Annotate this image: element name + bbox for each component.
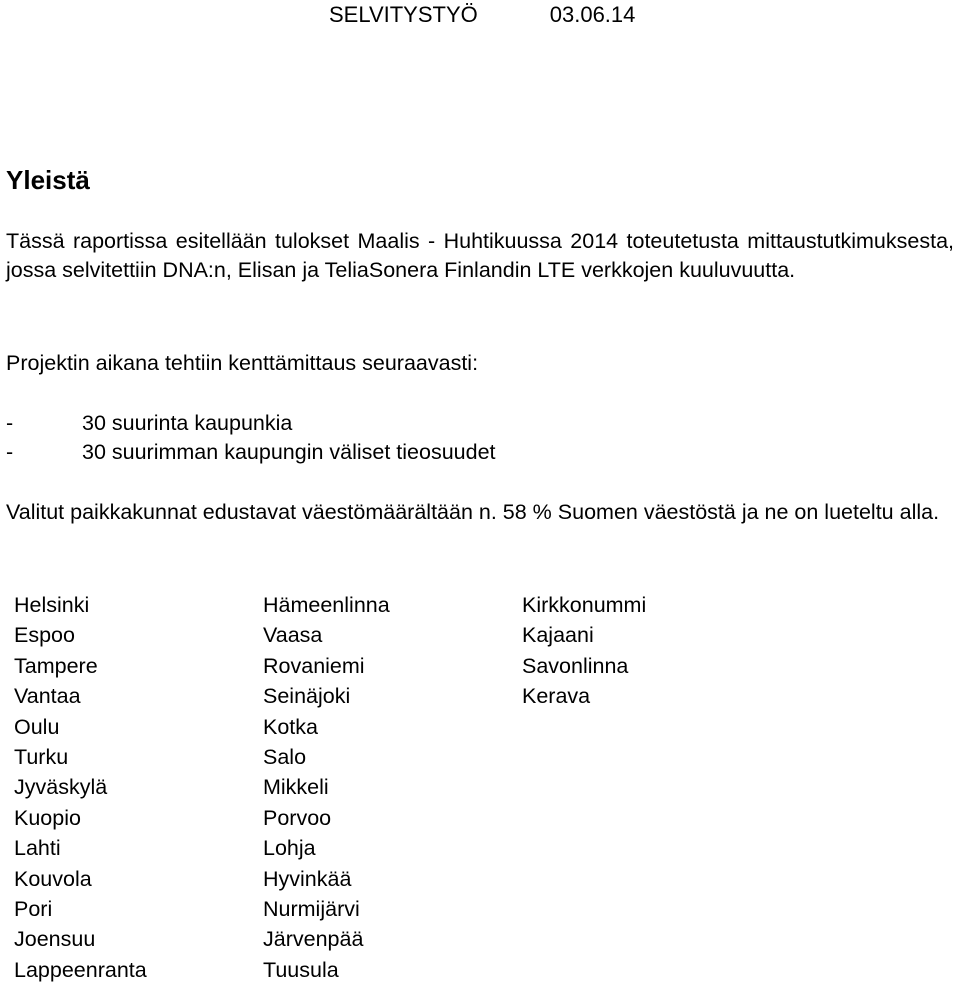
city-list-item: Vantaa (14, 684, 81, 709)
city-list-item: Nurmijärvi (263, 896, 360, 921)
city-list-item: Hämeenlinna (263, 593, 390, 617)
city-column-1 (14, 590, 147, 985)
city-list-item: Rovaniemi (263, 653, 365, 678)
list-dash: - (6, 440, 14, 464)
list-item-text: 30 suurinta kaupunkia (82, 411, 293, 435)
header-date: 03.06.14 (549, 2, 636, 27)
measurement-intro-paragraph: Projektin aikana tehtiin kenttämittaus seuraavasti: (6, 351, 479, 375)
city-list-item: Salo (263, 744, 307, 769)
city-list-item: Kerava (522, 684, 591, 709)
city-list-item: Lahti (14, 836, 61, 861)
city-list-item: Järvenpää (263, 927, 364, 952)
city-list-item: Mikkeli (263, 775, 329, 800)
city-list-item: Turku (14, 744, 69, 769)
city-list-item: Jyväskylä (14, 775, 108, 800)
city-list-item: Hyvinkää (263, 866, 352, 891)
list-dash: - (6, 411, 14, 435)
city-list-item: Seinäjoki (263, 684, 351, 709)
city-list-item: Porvoo (263, 805, 332, 830)
city-list-item: Lohja (263, 836, 316, 861)
page-header (329, 2, 635, 28)
city-list-item: Tampere (14, 653, 98, 678)
city-list-item: Pori (14, 896, 53, 921)
intro-paragraph: Tässä raportissa esitellään tulokset Maalis - Huhtikuussa 2014 toteutetusta mittaustutkimuksesta, jossa selvitettiin DNA:n, Elisan ja TeliaSonera Finlandin LTE verkkojen kuuluvuutta. (6, 229, 954, 282)
city-list-item: Kouvola (14, 866, 92, 891)
measurement-list-item (6, 438, 496, 467)
section-heading: Yleistä (6, 165, 90, 195)
list-item-text: 30 suurimman kaupungin väliset tieosuudet (82, 440, 496, 464)
city-column-3 (522, 590, 646, 712)
city-list-item: Kajaani (522, 623, 594, 648)
measurement-list (6, 409, 496, 467)
city-list-item: Kirkkonummi (522, 593, 647, 617)
city-list-item: Kuopio (14, 805, 81, 830)
city-list-item: Joensuu (14, 927, 96, 952)
measurement-list-item (6, 409, 496, 438)
city-list-item: Espoo (14, 623, 75, 648)
population-paragraph: Valitut paikkakunnat edustavat väestömäärältään n. 58 % Suomen väestöstä ja ne on lueteltu alla. (6, 500, 940, 524)
city-list-item: Kotka (263, 714, 318, 739)
city-list-item: Tuusula (263, 957, 339, 982)
city-column-2 (263, 590, 390, 985)
city-list-item: Savonlinna (522, 653, 629, 678)
city-list-item: Helsinki (14, 593, 90, 617)
city-list-item: Vaasa (263, 623, 323, 648)
header-title: SELVITYSTYÖ (329, 2, 478, 27)
city-list-item: Lappeenranta (14, 957, 147, 982)
city-list-item: Oulu (14, 714, 60, 739)
